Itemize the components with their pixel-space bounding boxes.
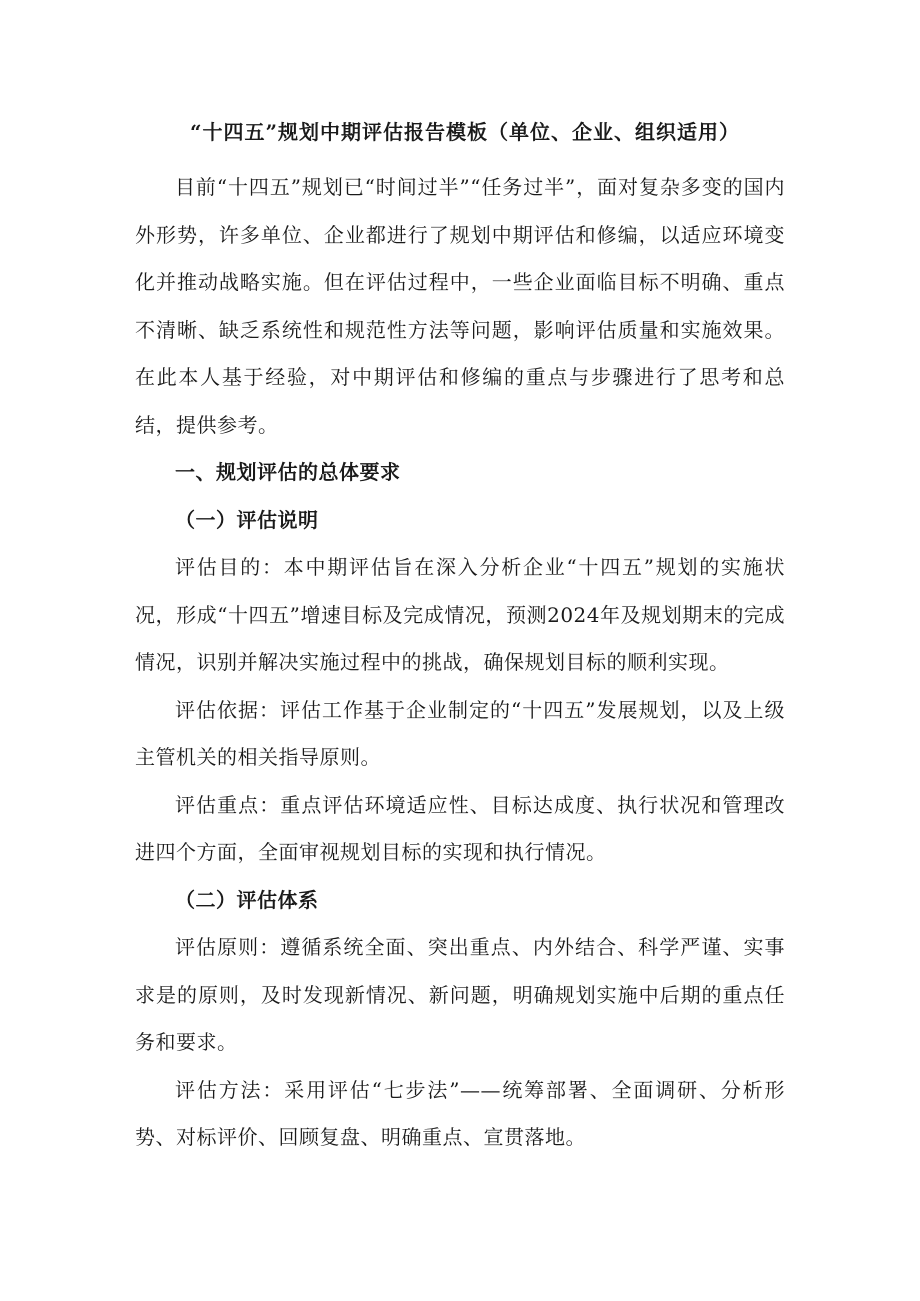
evaluation-purpose-paragraph: 评估目的：本中期评估旨在深入分析企业“十四五”规划的实施状况，形成“十四五”增速目标及完成情况，预测2024年及规划期末的完成情况，识别并解决实施过程中的挑战，确保规划目标的顺利实现。 xyxy=(135,555,785,674)
evaluation-basis-paragraph: 评估依据：评估工作基于企业制定的“十四五”发展规划，以及上级主管机关的相关指导原则。 xyxy=(135,697,785,769)
evaluation-principles-paragraph: 评估原则：遵循系统全面、突出重点、内外结合、科学严谨、实事求是的原则，及时发现新情况、新问题，明确规划实施中后期的重点任务和要求。 xyxy=(135,935,785,1054)
subsection-heading-evaluation-description: （一）评估说明 xyxy=(175,507,319,532)
document-title: “十四五”规划中期评估报告模板（单位、企业、组织适用） xyxy=(189,120,740,144)
subsection-heading-evaluation-system: （二）评估体系 xyxy=(175,887,319,912)
evaluation-focus-paragraph: 评估重点：重点评估环境适应性、目标达成度、执行状况和管理改进四个方面，全面审视规划目标的实现和执行情况。 xyxy=(135,792,785,864)
document-body xyxy=(135,164,785,1162)
evaluation-methods-paragraph: 评估方法：采用评估“七步法”——统筹部署、全面调研、分析形势、对标评价、回顾复盘、明确重点、宣贯落地。 xyxy=(135,1077,785,1149)
intro-paragraph: 目前“十四五”规划已“时间过半”“任务过半”，面对复杂多变的国内外形势，许多单位、企业都进行了规划中期评估和修编，以适应环境变化并推动战略实施。但在评估过程中，一些企业面临目标不明确、重点不清晰、缺乏系统性和规范性方法等问题，影响评估质量和实施效果。在此本人基于经验，对中期评估和修编的重点与步骤进行了思考和总结，提供参考。 xyxy=(135,175,785,437)
section-heading-1: 一、规划评估的总体要求 xyxy=(175,460,401,484)
